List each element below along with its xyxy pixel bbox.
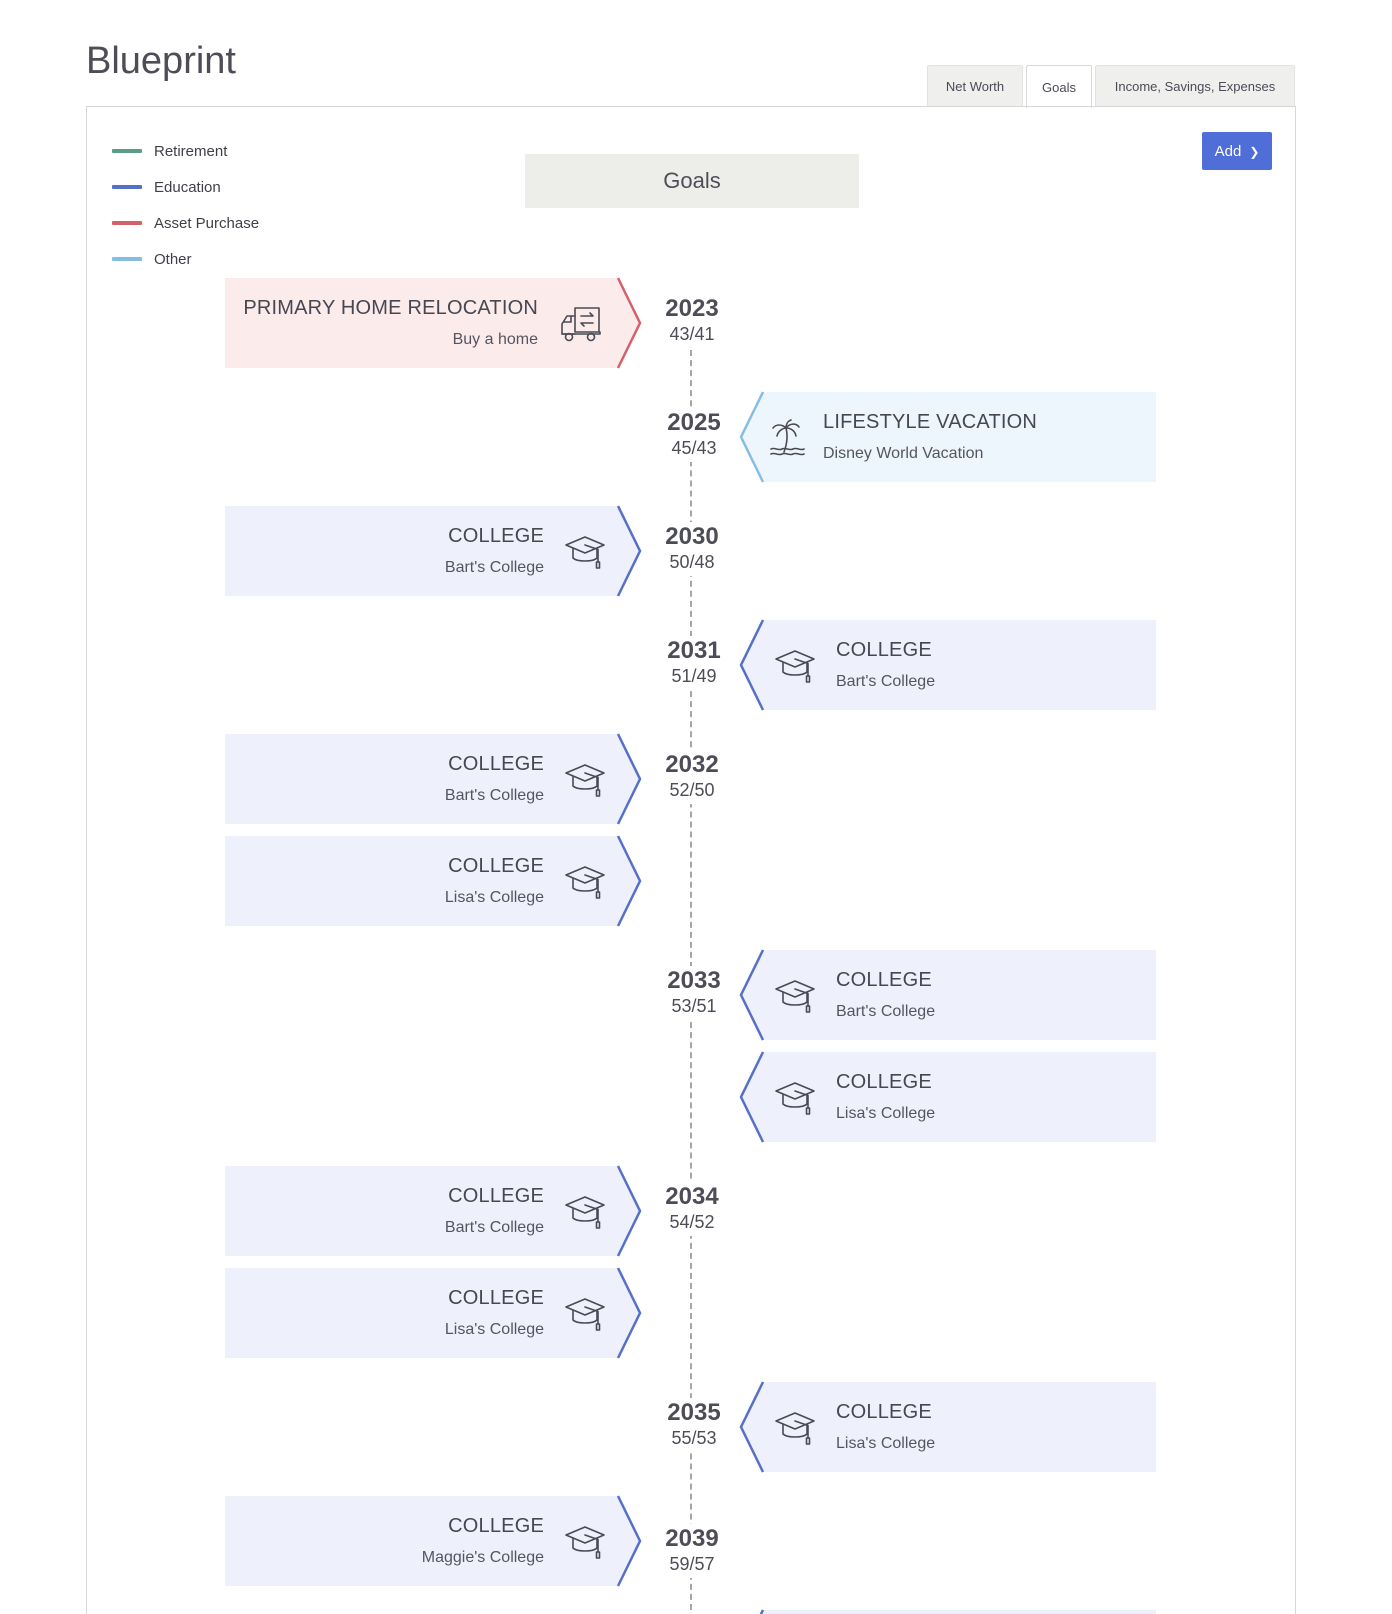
goal-card[interactable]: [225, 836, 640, 926]
goal-title: PRIMARY HOME RELOCATION: [243, 297, 538, 319]
ages-label: 51/49: [671, 666, 717, 686]
chevron-right-icon: ❯: [1249, 145, 1260, 159]
legend-item-retirement: [112, 133, 259, 169]
legend-label: Asset Purchase: [154, 214, 260, 232]
year-label: 2032: [665, 751, 719, 778]
year-label: 2023: [665, 295, 719, 322]
goal-title: COLLEGE: [836, 1071, 932, 1093]
goal-card[interactable]: [225, 1496, 640, 1586]
goal-title: COLLEGE: [448, 1287, 544, 1309]
goal-card-text: [836, 1400, 935, 1454]
goal-subtitle: Bart's College: [444, 559, 544, 576]
palm-tree-icon: [766, 416, 810, 460]
goal-card-text: [445, 524, 544, 578]
legend-item-education: [112, 169, 259, 205]
goal-card[interactable]: [225, 1166, 640, 1256]
graduation-cap-icon: [774, 644, 818, 688]
timeline-year-marker: [647, 294, 737, 348]
legend-swatch: [112, 257, 142, 261]
goal-subtitle: Maggie's College: [421, 1549, 544, 1566]
year-label: 2033: [667, 967, 721, 994]
legend-item-asset-purchase: [112, 205, 259, 241]
goal-subtitle: Lisa's College: [836, 1435, 936, 1452]
legend: [112, 133, 259, 277]
goal-card[interactable]: [741, 1052, 1156, 1142]
legend-swatch: [112, 185, 142, 189]
add-goal-button[interactable]: [1202, 132, 1272, 170]
tab-goals[interactable]: Goals: [1026, 65, 1092, 108]
goal-title: COLLEGE: [448, 753, 544, 775]
tab-net-worth[interactable]: Net Worth: [927, 65, 1023, 107]
goal-title: COLLEGE: [836, 1401, 932, 1423]
goal-subtitle: Bart's College: [836, 1003, 936, 1020]
section-header: Goals: [525, 154, 859, 208]
timeline-year-marker: [649, 966, 739, 1020]
ages-label: 50/48: [669, 552, 715, 572]
timeline-year-marker: [649, 1398, 739, 1452]
view-tabs: [927, 65, 1298, 108]
goal-card-text: [422, 1514, 544, 1568]
year-label: 2034: [665, 1183, 719, 1210]
goal-title: COLLEGE: [836, 639, 932, 661]
graduation-cap-icon: [564, 758, 608, 802]
goal-subtitle: Lisa's College: [836, 1105, 936, 1122]
timeline-year-marker: [649, 636, 739, 690]
graduation-cap-icon: [564, 1292, 608, 1336]
goal-subtitle: Bart's College: [836, 673, 936, 690]
legend-label: Other: [154, 250, 192, 268]
timeline-year-marker: [649, 408, 739, 462]
add-button-label: Add: [1214, 142, 1242, 160]
year-label: 2031: [667, 637, 721, 664]
goal-subtitle: Bart's College: [444, 787, 544, 804]
year-label: 2035: [667, 1399, 721, 1426]
moving-truck-icon: [559, 302, 603, 346]
goal-card-text: [836, 968, 935, 1022]
goal-card-text: [445, 854, 544, 908]
goal-subtitle: Buy a home: [452, 331, 538, 348]
legend-swatch: [112, 221, 142, 225]
ages-label: 43/41: [669, 324, 715, 344]
goal-title: COLLEGE: [448, 525, 544, 547]
graduation-cap-icon: [564, 530, 608, 574]
goal-card-shape: [741, 1610, 1156, 1614]
graduation-cap-icon: [564, 1190, 608, 1234]
ages-label: 45/43: [671, 438, 717, 458]
goal-card-text: [836, 1070, 935, 1124]
year-label: 2030: [665, 523, 719, 550]
goal-card[interactable]: [741, 1610, 1156, 1614]
goal-card-text: [445, 752, 544, 806]
graduation-cap-icon: [564, 860, 608, 904]
ages-label: 52/50: [669, 780, 715, 800]
goal-card-text: [445, 1286, 544, 1340]
card-arrow-edge: [741, 1610, 763, 1614]
goal-subtitle: Lisa's College: [444, 889, 544, 906]
timeline-year-marker: [647, 1182, 737, 1236]
goal-card-text: [445, 1184, 544, 1238]
goal-card-text: [243, 296, 538, 350]
goal-title: LIFESTYLE VACATION: [823, 411, 1038, 433]
goal-title: COLLEGE: [448, 855, 544, 877]
legend-label: Education: [154, 178, 221, 196]
goal-card[interactable]: [225, 1268, 640, 1358]
goal-card[interactable]: [741, 620, 1156, 710]
year-label: 2025: [667, 409, 721, 436]
graduation-cap-icon: [564, 1520, 608, 1564]
graduation-cap-icon: [774, 1406, 818, 1450]
timeline-year-marker: [647, 522, 737, 576]
timeline-year-marker: [647, 1524, 737, 1578]
ages-label: 59/57: [669, 1554, 715, 1574]
ages-label: 53/51: [671, 996, 717, 1016]
timeline-year-marker: [647, 750, 737, 804]
ages-label: 55/53: [671, 1428, 717, 1448]
goal-subtitle: Lisa's College: [444, 1321, 544, 1338]
goal-card[interactable]: [225, 734, 640, 824]
goal-card[interactable]: [741, 392, 1156, 482]
goal-subtitle: Bart's College: [444, 1219, 544, 1236]
goal-card-text: [823, 410, 1037, 464]
page-title: Blueprint: [86, 40, 236, 82]
graduation-cap-icon: [774, 974, 818, 1018]
goal-title: COLLEGE: [448, 1185, 544, 1207]
tab-income-savings-expenses[interactable]: Income, Savings, Expenses: [1095, 65, 1295, 107]
legend-swatch: [112, 149, 142, 153]
legend-label: Retirement: [154, 142, 228, 160]
legend-item-other: [112, 241, 259, 277]
goal-card-text: [836, 638, 935, 692]
year-label: 2039: [665, 1525, 719, 1552]
goal-card[interactable]: [741, 1382, 1156, 1472]
goal-title: COLLEGE: [836, 969, 932, 991]
ages-label: 54/52: [669, 1212, 715, 1232]
goal-title: COLLEGE: [448, 1515, 544, 1537]
card-fill: [741, 1610, 1156, 1614]
goal-subtitle: Disney World Vacation: [823, 445, 984, 462]
graduation-cap-icon: [774, 1076, 818, 1120]
goal-card[interactable]: [741, 950, 1156, 1040]
goal-card[interactable]: [225, 278, 640, 368]
goal-card[interactable]: [225, 506, 640, 596]
